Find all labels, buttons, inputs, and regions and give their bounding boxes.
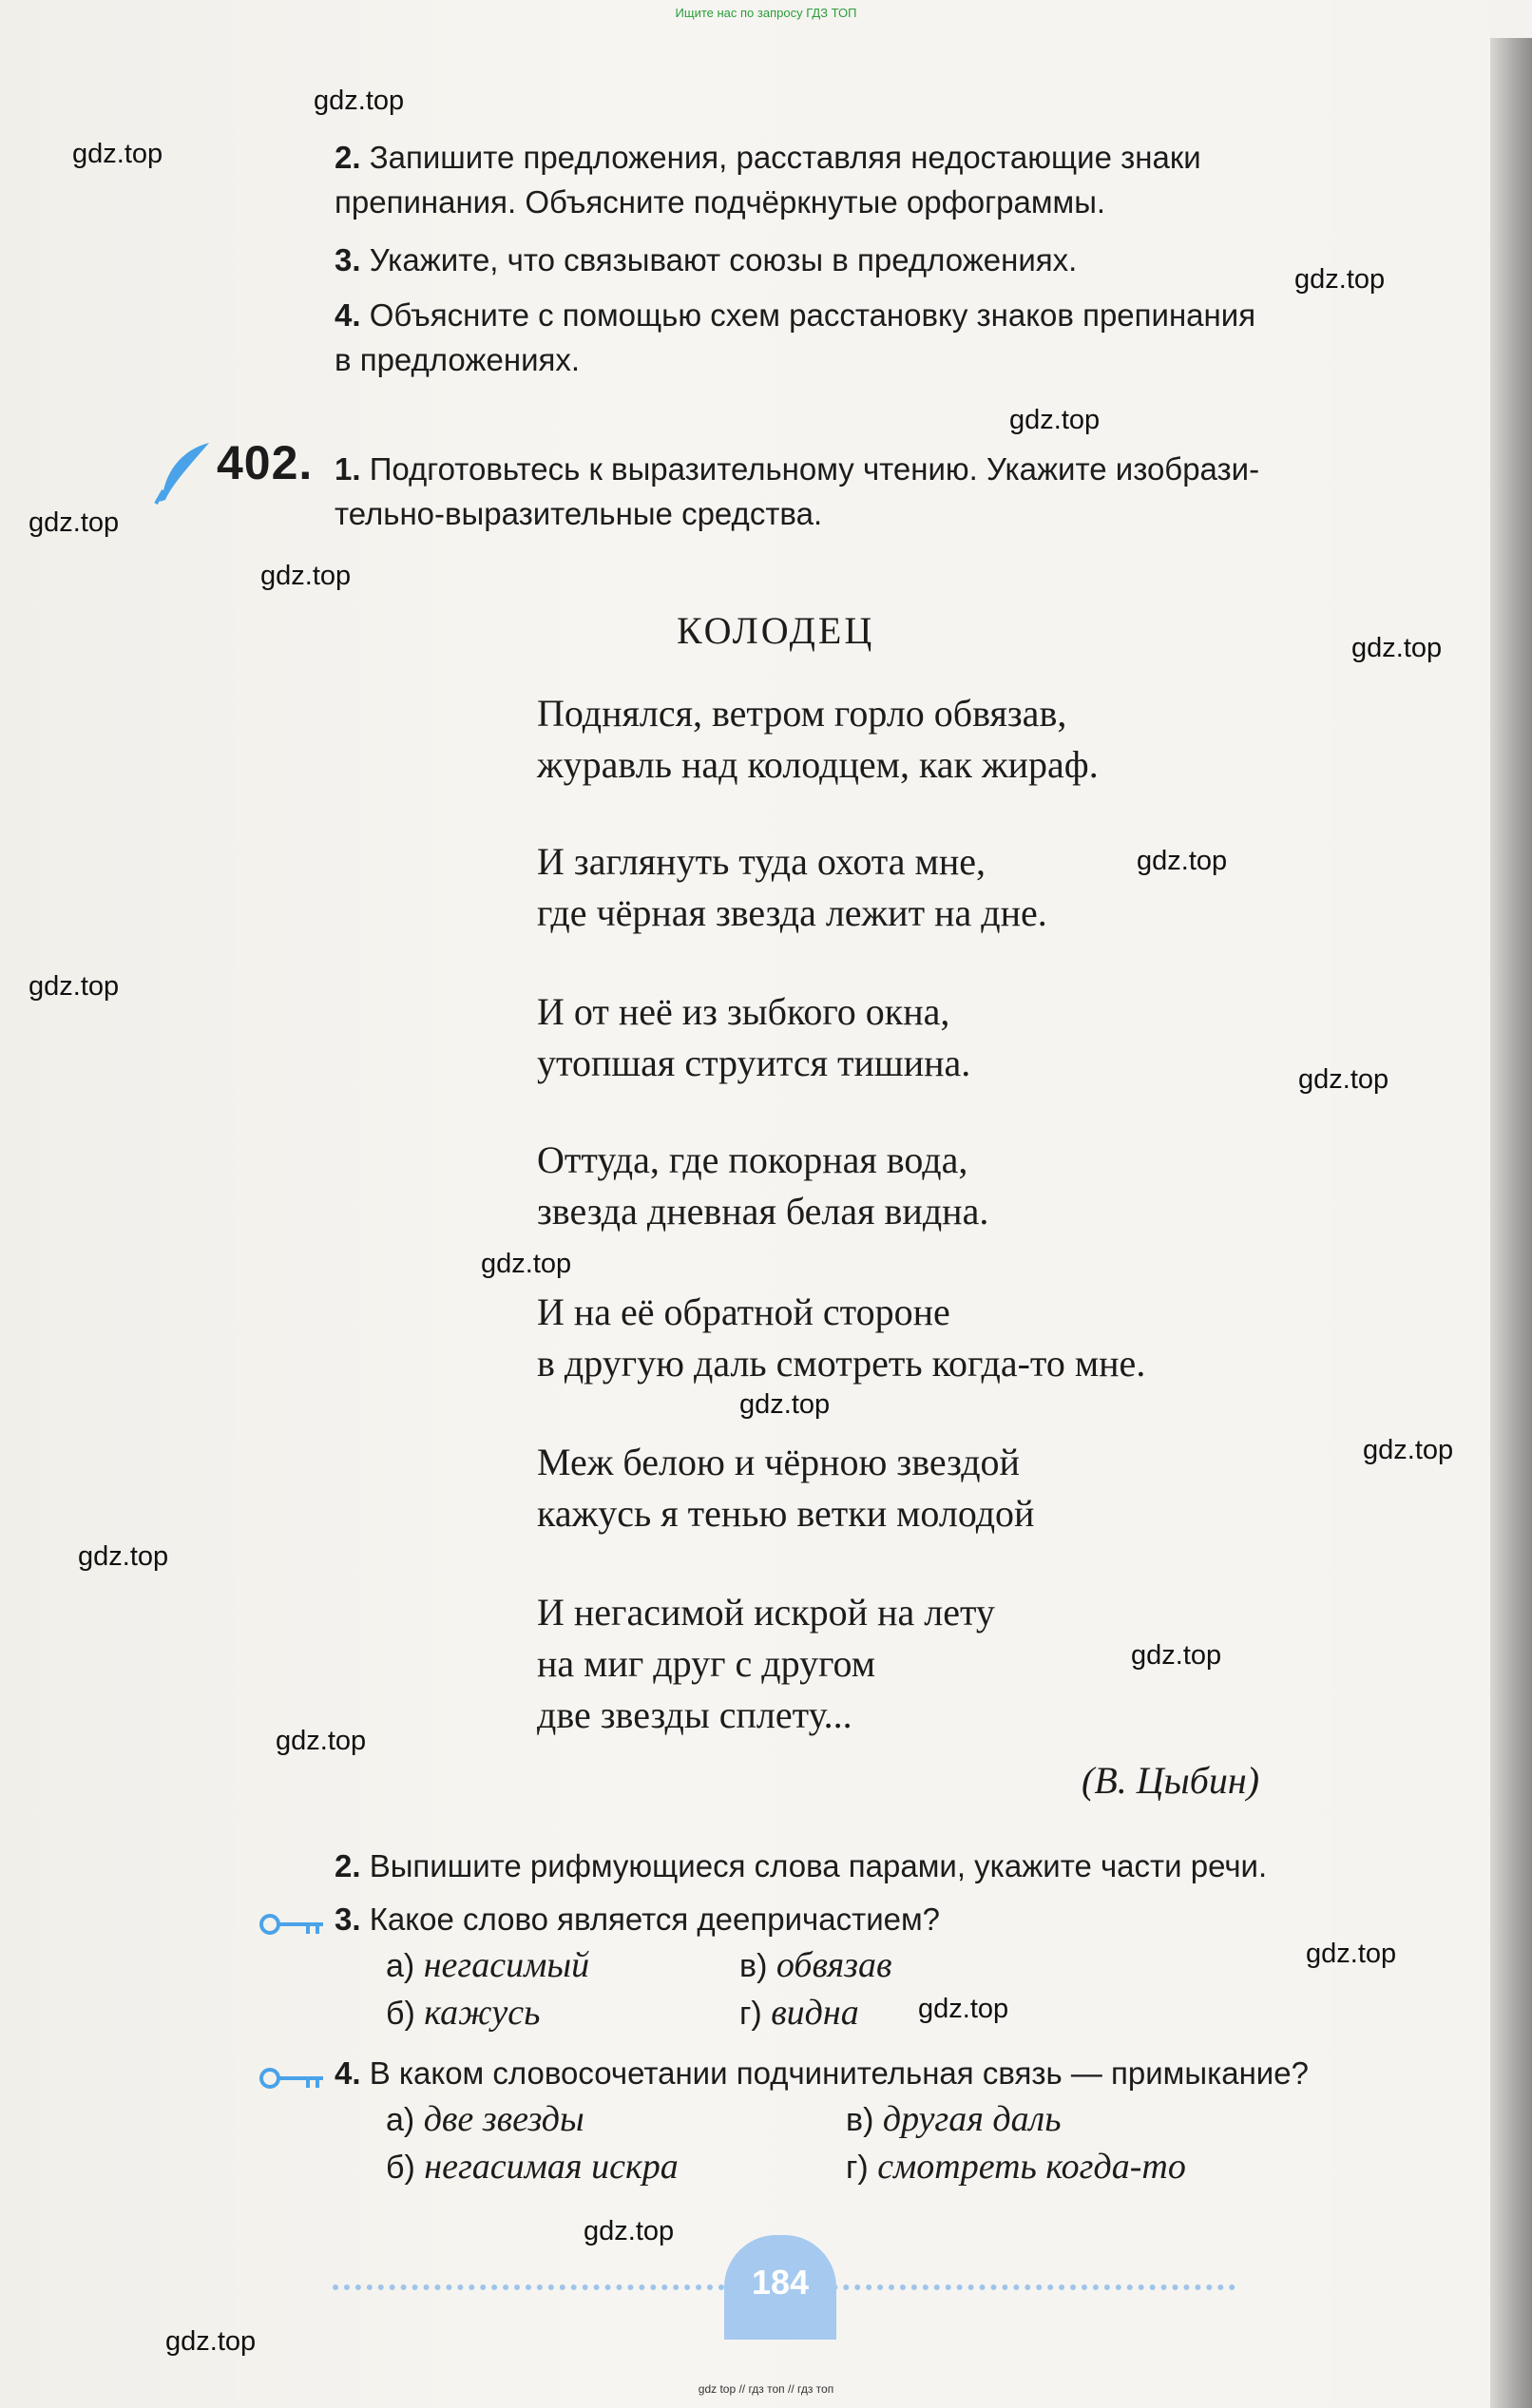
watermark: gdz.top: [276, 1726, 367, 1756]
poem-stanza: [537, 1287, 1145, 1389]
poem-stanza: [537, 1587, 995, 1741]
feather-pen-icon: [152, 439, 213, 506]
question-4: [335, 2051, 1408, 2095]
poem-line: в другую даль смотреть когда-то мне.: [537, 1342, 1146, 1385]
question-2: [335, 1844, 1408, 1888]
question-3: [335, 1897, 1408, 1941]
task-3-prev: [335, 238, 1408, 282]
answer-option: [386, 1992, 540, 2034]
option-text: смотреть когда-то: [877, 2147, 1186, 2187]
option-label: г): [846, 2150, 869, 2186]
task-4-prev: [335, 293, 1408, 382]
task-text: в предложениях.: [335, 342, 581, 377]
watermark: gdz.top: [72, 139, 163, 169]
page-number: 184: [724, 2235, 836, 2340]
watermark: gdz.top: [1294, 264, 1386, 295]
top-note: Ищите нас по запросу ГДЗ ТОП: [675, 6, 857, 20]
watermark: gdz.top: [1009, 405, 1101, 435]
option-text: негасимая искра: [424, 2147, 679, 2187]
task-text: Укажите, что связывают союзы в предложениях.: [369, 242, 1078, 277]
poem-line: И негасимой искрой на лету: [537, 1591, 995, 1634]
option-text: видна: [771, 1993, 859, 2033]
watermark: gdz.top: [1306, 1939, 1397, 1969]
answer-option: [739, 1944, 891, 1986]
task-text: Подготовьтесь к выразительному чтению. Укажите изобрази-: [369, 451, 1260, 487]
watermark: gdz.top: [1131, 1640, 1222, 1671]
poem-line: Поднялся, ветром горло обвязав,: [537, 692, 1067, 735]
task-number: 3.: [335, 242, 361, 277]
option-label: в): [846, 2102, 874, 2138]
task-text: препинания. Объясните подчёркнутые орфограммы.: [335, 184, 1106, 220]
option-label: б): [386, 1996, 415, 2032]
answer-option: [846, 2146, 1186, 2188]
option-label: а): [386, 1948, 415, 1984]
watermark: gdz.top: [29, 971, 120, 1002]
watermark: gdz.top: [29, 507, 120, 538]
task-text: Выпишите рифмующиеся слова парами, укажите части речи.: [369, 1848, 1268, 1883]
watermark: gdz.top: [1363, 1435, 1454, 1465]
answer-option: [739, 1992, 859, 2034]
task-text: Объясните с помощью схем расстановку знаков препинания: [369, 297, 1256, 333]
poem-line: журавль над колодцем, как жираф.: [537, 743, 1099, 786]
answer-option: [846, 2098, 1062, 2140]
answer-option: [386, 1944, 589, 1986]
watermark: gdz.top: [739, 1389, 831, 1420]
poem-line: две звезды сплету...: [537, 1693, 852, 1736]
task-number: 3.: [335, 1902, 361, 1937]
option-label: б): [386, 2150, 415, 2186]
watermark: gdz.top: [481, 1249, 572, 1279]
task-text: Какое слово является деепричастием?: [369, 1902, 941, 1937]
poem-line: кажусь я тенью ветки молодой: [537, 1492, 1035, 1535]
option-label: в): [739, 1948, 768, 1984]
answer-option: [386, 2098, 584, 2140]
poem-line: Оттуда, где покорная вода,: [537, 1138, 968, 1181]
poem-line: утопшая струится тишина.: [537, 1042, 971, 1084]
poem-line: звезда дневная белая видна.: [537, 1190, 989, 1233]
task-text: Запишите предложения, расставляя недостающие знаки: [369, 140, 1201, 175]
watermark: gdz.top: [78, 1541, 169, 1572]
watermark: gdz.top: [1351, 633, 1443, 663]
task-number: 2.: [335, 140, 361, 175]
task-number: 4.: [335, 2055, 361, 2091]
key-icon: [259, 2064, 327, 2093]
task-text: тельно-выразительные средства.: [335, 496, 823, 531]
poem-title: КОЛОДЕЦ: [677, 609, 875, 652]
task-text: В каком словосочетании подчинительная связь — примыкание?: [369, 2055, 1309, 2091]
poem-author: (В. Цыбин): [1082, 1759, 1260, 1802]
option-text: негасимый: [423, 1945, 590, 1985]
poem-line: где чёрная звезда лежит на дне.: [537, 891, 1047, 934]
option-text: две звезды: [423, 2099, 584, 2139]
watermark: gdz.top: [918, 1994, 1009, 2024]
task-2-prev: [335, 135, 1408, 224]
poem-line: И заглянуть туда охота мне,: [537, 840, 986, 883]
answer-option: [386, 2146, 679, 2188]
poem-stanza: [537, 836, 1047, 939]
poem-line: Меж белою и чёрною звездой: [537, 1441, 1020, 1483]
poem-stanza: [537, 986, 970, 1089]
watermark: gdz.top: [260, 561, 352, 591]
task-number: 4.: [335, 297, 361, 333]
exercise-task-1: [335, 447, 1408, 536]
task-number: 1.: [335, 451, 361, 487]
poem-line: И от неё из зыбкого окна,: [537, 990, 950, 1033]
watermark: gdz.top: [584, 2216, 675, 2246]
watermark: gdz.top: [314, 86, 405, 116]
poem-stanza: [537, 688, 1099, 791]
watermark: gdz.top: [1298, 1064, 1389, 1095]
poem-stanza: [537, 1437, 1034, 1539]
bottom-note: gdz top // гдз топ // гдз топ: [698, 2382, 834, 2396]
exercise-number: 402.: [217, 436, 314, 489]
watermark: gdz.top: [1137, 846, 1228, 876]
option-label: г): [739, 1996, 762, 2032]
option-text: другая даль: [882, 2099, 1062, 2139]
task-number: 2.: [335, 1848, 361, 1883]
poem-stanza: [537, 1135, 988, 1237]
poem-line: на миг друг с другом: [537, 1642, 876, 1685]
poem-line: И на её обратной стороне: [537, 1290, 950, 1333]
option-label: а): [386, 2102, 415, 2138]
watermark: gdz.top: [165, 2326, 257, 2357]
key-icon: [259, 1910, 327, 1939]
option-text: обвязав: [776, 1945, 892, 1985]
option-text: кажусь: [424, 1993, 541, 2033]
book-spine: [1490, 38, 1532, 2408]
